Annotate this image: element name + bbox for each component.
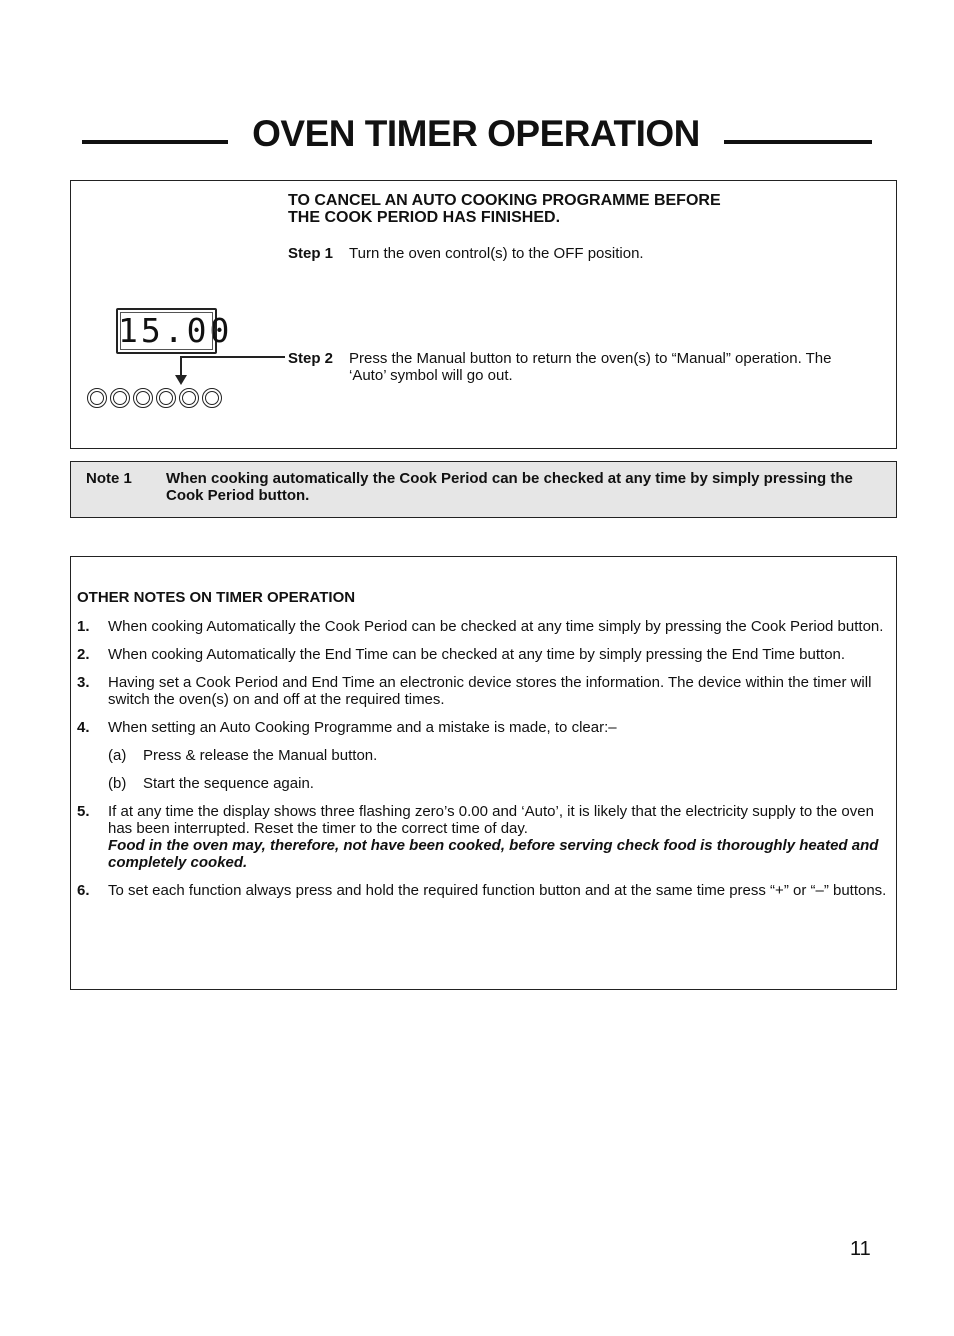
item-number: 5. [77,803,90,820]
cancel-heading-line2: THE COOK PERIOD HAS FINISHED. [288,209,561,226]
timer-button-icon [110,388,130,408]
list-item [77,803,887,871]
item-number: 1. [77,618,90,635]
timer-button-row [87,388,222,408]
list-item [77,674,887,708]
title-rule-right [724,140,872,144]
item-text: When cooking Automatically the Cook Period can be checked at any time simply by pressing the Cook Period button. [108,618,884,635]
step-1-text: Turn the oven control(s) to the OFF position. [349,245,644,262]
sub-item-text: Press & release the Manual button. [143,747,378,764]
page-title: OVEN TIMER OPERATION [252,113,700,154]
note-text: When cooking automatically the Cook Period can be checked at any time by simply pressing the Cook Period button. [166,470,853,504]
item-text: When cooking Automatically the End Time can be checked at any time by simply pressing the End Time button. [108,646,846,663]
pointer-line [181,356,285,358]
timer-button-icon [202,388,222,408]
sub-item [77,775,887,792]
warning-text: Food in the oven may, therefore, not have been cooked, before serving check food is thoroughly heated and completely cooked. [108,837,879,871]
other-notes-heading: OTHER NOTES ON TIMER OPERATION [77,589,356,606]
list-item [77,618,887,635]
step-1-label: Step 1 [288,245,334,262]
timer-button-icon [179,388,199,408]
note-panel [70,461,897,518]
item-text: If at any time the display shows three flashing zero’s 0.00 and ‘Auto’, it is likely that the electricity supply to the oven has been interrupted. Reset the timer to the correct time of day. [108,803,874,837]
list-item [77,882,887,899]
sub-item [77,747,887,764]
timer-display: 15.00 [116,308,217,354]
list-item [77,646,887,663]
sub-item-letter: (a) [108,747,127,764]
sub-item-letter: (b) [108,775,127,792]
item-text: Having set a Cook Period and End Time an electronic device stores the information. The device within the timer will switch the oven(s) on and off at the required times. [108,674,872,708]
title-rule-left [82,140,228,144]
cancel-programme-panel [70,180,897,449]
note-label: Note 1 [86,470,132,487]
pointer-stem [180,356,182,376]
item-number: 4. [77,719,90,736]
list-item [77,719,887,736]
item-number: 3. [77,674,90,691]
other-notes-panel [70,556,897,990]
timer-button-icon [87,388,107,408]
arrow-down-icon [175,375,187,385]
page-number: 11 [850,1238,871,1260]
item-number: 6. [77,882,90,899]
step-2-text: Press the Manual button to return the oven(s) to “Manual” operation. The ‘Auto’ symbol will go out. [349,350,832,384]
other-notes-list [77,618,887,910]
manual-button-icon [156,388,176,408]
cancel-heading-line1: TO CANCEL AN AUTO COOKING PROGRAMME BEFORE [288,192,721,209]
step-2-label: Step 2 [288,350,334,367]
item-text: When setting an Auto Cooking Programme and a mistake is made, to clear:– [108,719,617,736]
item-number: 2. [77,646,90,663]
cancel-heading [288,192,721,226]
item-text: To set each function always press and hold the required function button and at the same time press “+” or “–” buttons. [108,882,887,899]
timer-button-icon [133,388,153,408]
sub-item-text: Start the sequence again. [143,775,314,792]
